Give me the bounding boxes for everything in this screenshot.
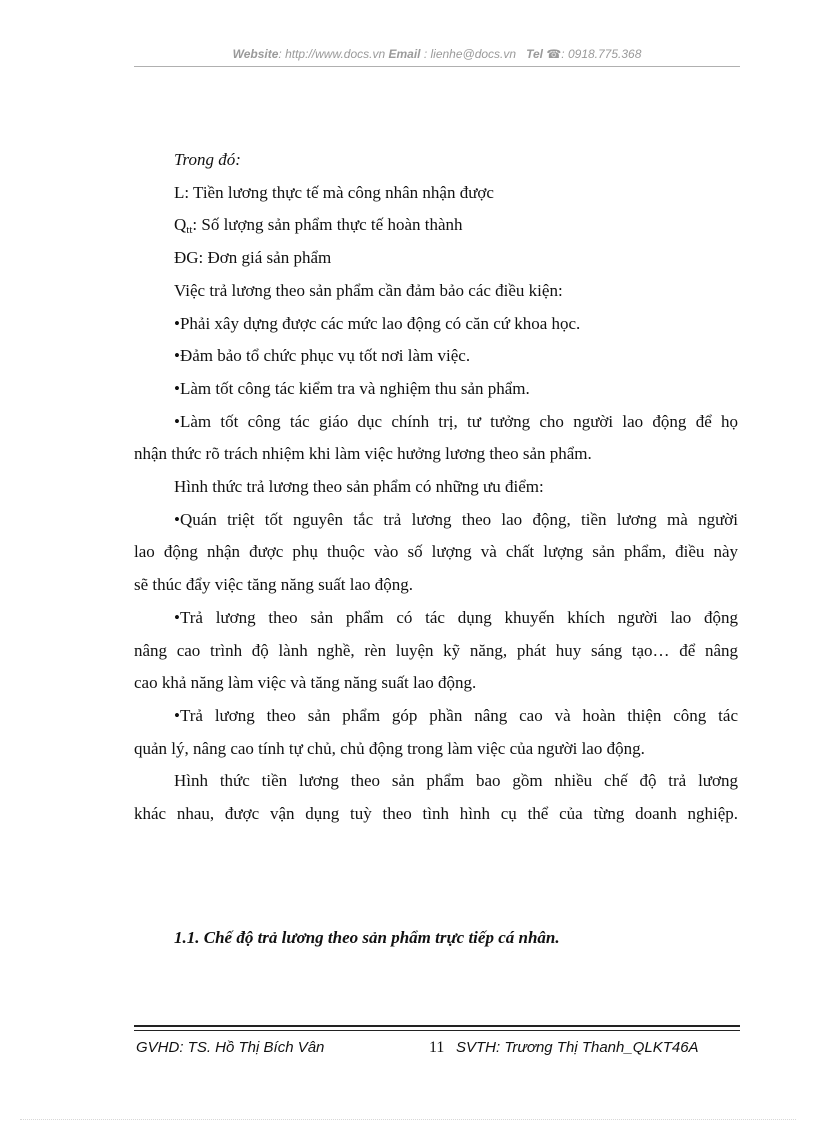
website-value: : http://www.docs.vn (278, 47, 386, 61)
telephone-icon: ☎ (546, 47, 562, 61)
definition-Q (134, 209, 738, 242)
page-header (134, 47, 740, 61)
advantage-3-line-1: •Trả lương theo sản phẩm góp phần nâng cao và hoàn thiện công tác (174, 705, 738, 725)
tel-value: : 0918.775.368 (561, 47, 642, 61)
section-title: 1.1. Chế độ trả lương theo sản phẩm trực tiếp cá nhân. (174, 928, 560, 947)
tel-label: Tel (526, 47, 543, 61)
condition-4-line-2: nhận thức rõ trách nhiệm khi làm việc hưởng lương theo sản phẩm. (134, 444, 592, 464)
footer-advisor: GVHD: TS. Hồ Thị Bích Vân (136, 1039, 325, 1056)
summary-line-1: Hình thức tiền lương theo sản phẩm bao gồm nhiều chế độ trả lương (174, 771, 738, 791)
email-value: : lienhe@docs.vn (420, 47, 517, 61)
advantage-2-line-3: cao khả năng làm việc và tăng năng suất lao động. (134, 673, 477, 693)
q-subscript: tt (186, 224, 193, 237)
condition-4-line-1: •Làm tốt công tác giáo dục chính trị, tư tưởng cho người lao động để họ (174, 411, 738, 431)
footer-divider-thick (134, 1025, 740, 1027)
website-label: Website (232, 47, 279, 61)
body-text (134, 144, 738, 831)
q-symbol: Q (174, 215, 187, 235)
footer-divider-thin (134, 1030, 740, 1031)
condition-1: •Phải xây dựng được các mức lao động có căn cứ khoa học. (174, 313, 581, 333)
definition-DG: ĐG: Đơn giá sản phẩm (174, 248, 332, 268)
summary-line-2: khác nhau, được vận dụng tuỳ theo tình hình cụ thể của từng doanh nghiệp. (134, 804, 738, 824)
footer-student: SVTH: Trương Thị Thanh_QLKT46A (456, 1039, 699, 1056)
advantages-intro: Hình thức trả lương theo sản phẩm có những ưu điểm: (174, 477, 544, 497)
advantage-3-line-2: quản lý, nâng cao tính tự chủ, chủ động trong làm việc của người lao động. (134, 738, 645, 758)
condition-3: •Làm tốt công tác kiểm tra và nghiệm thu sản phẩm. (174, 378, 530, 398)
conditions-intro: Việc trả lương theo sản phẩm cần đảm bảo các điều kiện: (174, 280, 563, 300)
definition-L: L: Tiền lương thực tế mà công nhân nhận được (174, 182, 494, 202)
condition-2: •Đảm bảo tổ chức phục vụ tốt nơi làm việc. (174, 346, 471, 366)
page-bottom-border (20, 1119, 796, 1120)
where-label: Trong đó: (174, 150, 241, 169)
email-label: Email (388, 47, 421, 61)
advantage-1-line-3: sẽ thúc đẩy việc tăng năng suất lao động. (134, 575, 414, 595)
advantage-2-line-1: •Trả lương theo sản phẩm có tác dụng khuyến khích người lao động (174, 607, 738, 627)
advantage-1-line-2: lao động nhận được phụ thuộc vào số lượng và chất lượng sản phẩm, điều này (134, 542, 738, 562)
advantage-2-line-2: nâng cao trình độ lành nghề, rèn luyện kỹ năng, phát huy sáng tạo… để nâng (134, 640, 738, 660)
header-divider (134, 66, 740, 67)
q-text: : Số lượng sản phẩm thực tế hoàn thành (192, 215, 463, 235)
advantage-1-line-1: •Quán triệt tốt nguyên tắc trả lương theo lao động, tiền lương mà người (174, 509, 738, 529)
page-number: 11 (429, 1039, 445, 1056)
